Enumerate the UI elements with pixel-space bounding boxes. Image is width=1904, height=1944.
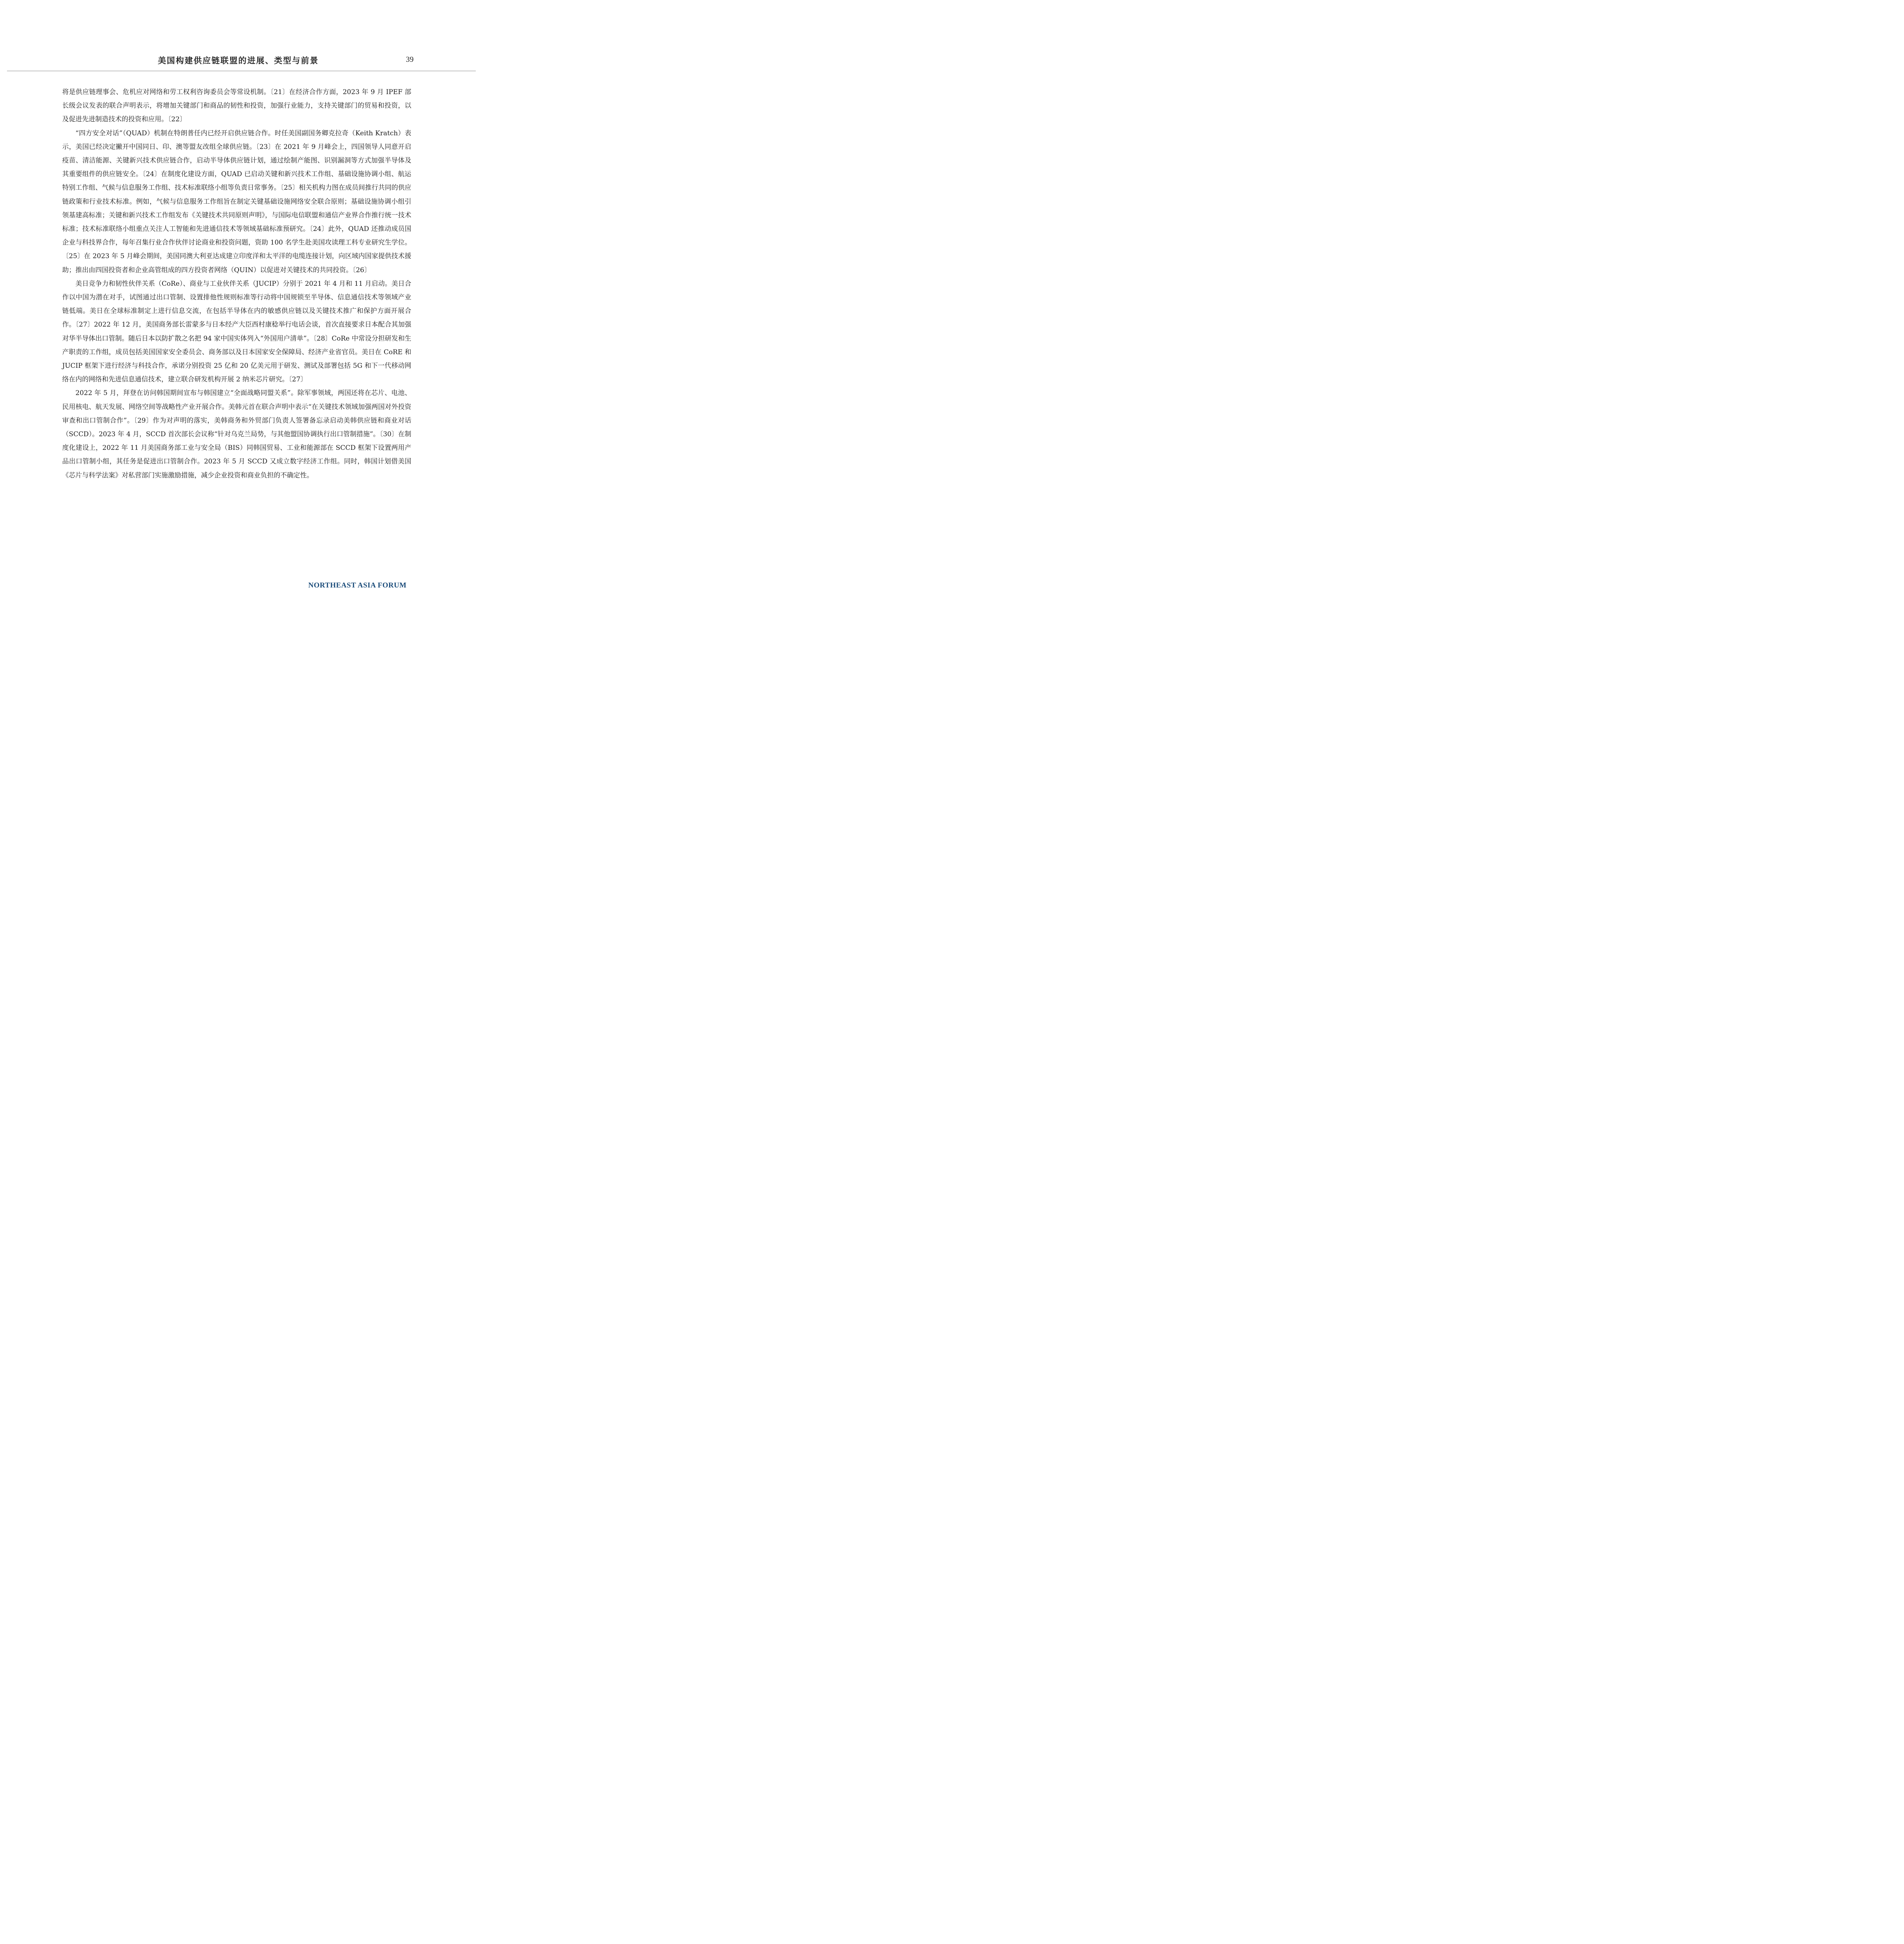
article-body xyxy=(62,86,411,483)
paragraph: 美日竞争力和韧性伙伴关系（CoRe）、商业与工业伙伴关系（JUCIP）分别于 2021 年 4 月和 11 月启动。美日合作以中国为潜在对手，试图通过出口管制、设置排他性规则标准等行动将中国规锁至半导体、信息通信技术等领域产业链低端。美日在全球标准制定上进行信息交流，在包括半导体在内的敏感供应链以及关键技术推广和保护方面开展合作。〔27〕2022 年 12 月，美国商务部长雷蒙多与日本经产大臣西村康稔举行电话会谈，首次直接要求日本配合其加强对华半导体出口管制。随后日本以防扩散之名把 94 家中国实体列入“外国用户清单”。〔28〕CoRe 中常设分担研发和生产职责的工作组，成员包括美国国家安全委员会、商务部以及日本国家安全保障局、经济产业省官员。美日在 CoRE 和 JUCIP 框架下进行经济与科技合作，承诺分别投资 25 亿和 20 亿美元用于研发、测试及部署包括 5G 和下一代移动网络在内的网络和先进信息通信技术，建立联合研发机构开展 2 纳米芯片研究。〔27〕 xyxy=(62,280,411,384)
paragraph: 将是供应链理事会、危机应对网络和劳工权利咨询委员会等常设机制。〔21〕在经济合作方面，2023 年 9 月 IPEF 部长级会议发表的联合声明表示，将增加关键部门和商品的韧性和投资，加强行业能力，支持关键部门的贸易和投资，以及促进先进制造技术的投资和应用。〔22〕 xyxy=(62,88,411,124)
journal-name-footer: NORTHEAST ASIA FORUM xyxy=(308,581,407,589)
running-title: 美国构建供应链联盟的进展、类型与前景 xyxy=(158,56,319,65)
page-number: 39 xyxy=(406,55,414,64)
running-header xyxy=(7,53,476,71)
paragraph: 2022 年 5 月，拜登在访问韩国期间宣布与韩国建立“全面战略同盟关系”。除军事领域，两国还将在芯片、电池、民用核电、航天发展、网络空间等战略性产业开展合作。美韩元首在联合声明中表示“在关键技术领域加强两国对外投资审查和出口管制合作”。〔29〕作为对声明的落实，美韩商务和外贸部门负责人签署备忘录启动美韩供应链和商业对话（SCCD）。2023 年 4 月，SCCD 首次部长会议称“针对乌克兰局势，与其他盟国协调执行出口管制措施”。〔30〕在制度化建设上，2022 年 11 月美国商务部工业与安全局（BIS）同韩国贸易、工业和能源部在 SCCD 框架下设置两用产品出口管制小组，其任务是促进出口管制合作。2023 年 5 月 SCCD 又成立数字经济工作组。同时，韩国计划借美国《芯片与科学法案》对私营部门实施激励措施，减少企业投资和商业负担的不确定性。 xyxy=(62,389,411,479)
paragraph: “四方安全对话”（QUAD）机制在特朗普任内已经开启供应链合作。时任美国副国务卿克拉奇（Keith Kratch）表示，美国已经决定撇开中国同日、印、澳等盟友改组全球供应链。〔23〕在 2021 年 9 月峰会上，四国领导人同意开启疫苗、清洁能源、关键新兴技术供应链合作，启动半导体供应链计划，通过绘制产能图、识别漏洞等方式加强半导体及其重要组件的供应链安全。〔24〕在制度化建设方面，QUAD 已启动关键和新兴技术工作组、基础设施协调小组、航运特别工作组、气候与信息服务工作组、技术标准联络小组等负责日常事务。〔25〕相关机构力图在成员间推行共同的供应链政策和行业技术标准。例如，气候与信息服务工作组旨在制定关键基础设施网络安全联合原则；基础设施协调小组引领基建高标准；关键和新兴技术工作组发布《关键技术共同原则声明》，与国际电信联盟和通信产业界合作推行统一技术标准；技术标准联络小组重点关注人工智能和先进通信技术等领域基础标准预研究。〔24〕此外，QUAD 还推动成员国企业与科技界合作，每年召集行业合作伙伴讨论商业和投资问题，资助 100 名学生赴美国攻读理工科专业研究生学位。〔25〕在 2023 年 5 月峰会期间，美国同澳大利亚达成建立印度洋和太平洋的电缆连接计划，向区域内国家提供技术援助；推出由四国投资者和企业高管组成的四方投资者网络（QUIN）以促进对关键技术的共同投资。〔26〕 xyxy=(62,129,411,274)
